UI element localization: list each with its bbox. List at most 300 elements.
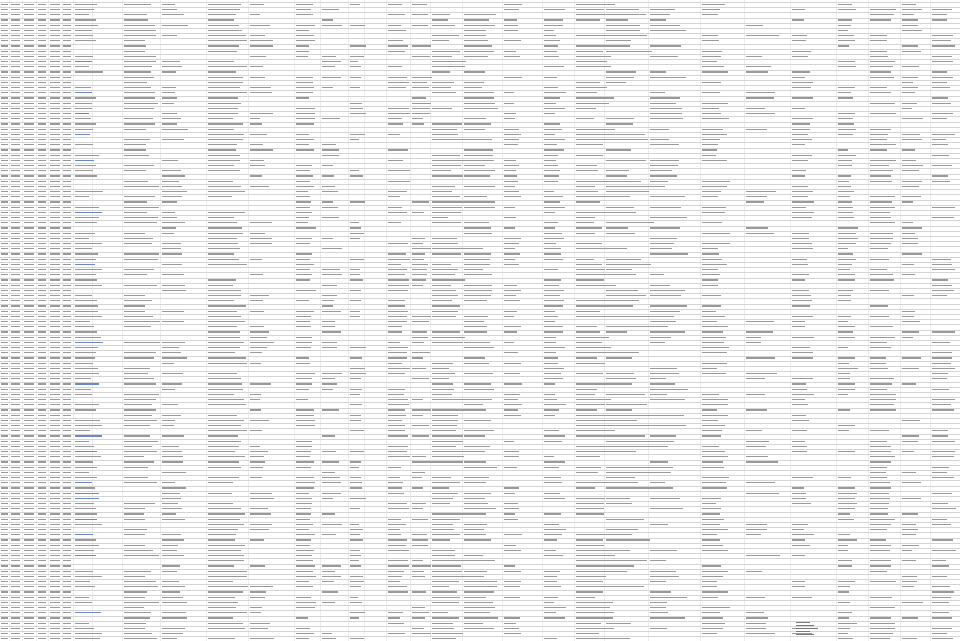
cell-content [464,123,491,124]
cell-content [576,560,608,561]
cell-content [932,493,952,494]
cell-content [162,175,185,176]
cell-content [702,285,718,286]
cell-content [11,404,20,405]
cell-content [792,196,808,197]
cell-content [1,607,8,608]
cell-content [208,451,235,452]
cell-content [322,591,338,592]
cell-content [75,373,99,374]
cell-content [838,134,853,135]
cell-content [432,451,465,452]
cell-content [792,493,806,494]
cell-content [464,248,483,249]
cell-content [838,212,853,213]
cell-content [932,633,947,634]
cell-content [208,4,241,5]
cell-content [432,435,463,436]
cell-content [792,134,808,135]
cell-content [11,571,20,572]
cell-content [162,201,177,202]
cell-content [792,581,805,582]
cell-content [63,103,71,104]
cell-content [208,430,247,431]
cell-content [11,467,20,468]
cell-content [464,321,484,322]
cell-content [11,373,20,374]
cell-content [50,425,60,426]
cell-content [432,420,458,421]
cell-content [576,628,614,629]
cell-content [504,565,515,566]
cell-content [432,383,453,384]
cell-content [388,550,409,551]
cell-content [504,25,518,26]
cell-content [544,534,562,535]
cell-content [838,290,853,291]
cell-content [702,628,723,629]
cell-content [208,565,234,566]
cell-content [702,508,721,509]
cell-content [11,227,20,228]
cell-content [63,186,71,187]
cell-content [932,550,956,551]
cell-content [388,581,400,582]
cell-content [1,482,8,483]
cell-content [1,602,8,603]
cell-content [870,441,887,442]
cell-content [650,45,681,46]
cell-content [388,40,403,41]
cell-content [388,373,405,374]
cell-content [208,435,238,436]
cell-content [792,259,807,260]
cell-content [504,383,522,384]
cell-content [544,45,558,46]
cell-content [250,134,267,135]
cell-content [50,259,60,260]
cell-content [544,144,557,145]
cell-content [932,508,956,509]
cell-content [1,285,8,286]
cell-content [388,435,408,436]
cell-content [322,118,340,119]
cell-content [124,467,148,468]
cell-content [746,56,762,57]
cell-content [11,555,20,556]
cell-content [544,181,558,182]
cell-content [504,170,516,171]
cell-content [75,519,97,520]
cell-content [38,30,46,31]
cell-content [504,633,521,634]
cell-content [124,285,157,286]
cell-content [504,118,515,119]
cell-content [296,87,314,88]
cell-content [250,451,268,452]
cell-content [388,170,410,171]
cell-content [296,446,312,447]
cell-content [11,113,20,114]
cell-content [124,269,154,270]
cell-content [296,534,315,535]
cell-content [432,560,466,561]
cell-content [38,342,46,343]
cell-content [650,394,667,395]
cell-content [50,565,60,566]
cell-content [388,545,406,546]
cell-content [746,129,767,130]
cell-content [322,300,334,301]
cell-content [250,591,266,592]
cell-content [1,311,8,312]
cell-content [208,25,239,26]
cell-content [870,461,891,462]
cell-content [606,482,638,483]
cell-content [350,347,366,348]
cell-content [124,56,156,57]
cell-content [50,342,60,343]
cell-content [63,238,71,239]
cell-content [464,300,487,301]
cell-content [250,638,274,639]
cell-content [870,498,890,499]
cell-content [870,212,890,213]
cell-content [870,363,886,364]
cell-content [702,191,721,192]
cell-content [932,617,952,618]
cell-content [606,519,644,520]
cell-content [606,30,640,31]
cell-content [432,165,461,166]
cell-content [838,451,855,452]
cell-content [606,35,647,36]
cell-content [432,129,457,130]
cell-content [24,550,34,551]
cell-content [296,389,309,390]
cell-content [544,113,555,114]
cell-content [606,181,641,182]
cell-content [208,35,246,36]
cell-content [746,108,765,109]
cell-content [208,467,241,468]
cell-content [902,51,921,52]
cell-content [932,134,955,135]
cell-content [702,352,727,353]
cell-content [650,321,676,322]
cell-content [702,14,718,15]
cell-content [50,383,60,384]
cell-content [932,378,947,379]
cell-content [1,14,8,15]
cell-content [162,602,187,603]
cell-content [63,415,71,416]
cell-content [838,129,856,130]
cell-content [50,430,60,431]
cell-content [50,269,60,270]
cell-content [1,238,8,239]
cell-content [50,139,60,140]
cell-content [1,71,8,72]
cell-content [746,378,765,379]
cell-content [650,175,677,176]
cell-content [544,441,562,442]
cell-content [208,519,240,520]
cell-content [24,430,34,431]
cell-content [296,149,314,150]
cell-content [932,435,948,436]
cell-content [504,217,516,218]
cell-content [38,404,46,405]
cell-content [932,285,952,286]
cell-content [1,415,8,416]
cell-content [124,181,148,182]
cell-content [75,513,97,514]
cell-content [50,71,60,72]
cell-content [902,482,921,483]
cell-content [124,576,145,577]
cell-content [412,633,431,634]
cell-content [796,622,810,623]
cell-content [250,394,261,395]
cell-content [650,248,672,249]
cell-content [702,259,722,260]
cell-content [350,139,359,140]
cell-content [350,565,361,566]
cell-content [24,186,34,187]
cell-content [650,238,677,239]
cell-content [162,435,184,436]
cell-content [792,316,813,317]
cell-content [746,373,777,374]
cell-content [792,212,814,213]
cell-content [38,539,46,540]
cell-content [296,9,311,10]
cell-content [1,134,8,135]
cell-content [350,61,358,62]
cell-content [702,71,728,72]
cell-content [250,456,264,457]
cell-content [350,378,361,379]
cell-content [124,638,157,639]
cell-content [350,56,364,57]
cell-content [504,545,516,546]
cell-content [838,196,850,197]
cell-content [63,441,71,442]
cell-content [322,378,335,379]
cell-content [464,461,486,462]
cell-content [75,498,99,499]
cell-content [38,186,46,187]
cell-content [38,285,46,286]
cell-content [50,461,60,462]
cell-content [24,4,34,5]
cell-content [124,352,156,353]
cell-content [124,77,154,78]
cell-content [250,175,262,176]
cell-content [388,4,402,5]
cell-content [322,373,342,374]
cell-content [124,513,144,514]
cell-content [504,363,521,364]
cell-content [38,144,46,145]
cell-content [702,545,723,546]
cell-content [124,295,145,296]
cell-content [432,550,455,551]
cell-content [650,524,668,525]
cell-content [504,571,521,572]
cell-content [250,113,273,114]
cell-content [11,409,20,410]
cell-content [75,446,94,447]
cell-content [296,451,311,452]
cell-content [464,259,490,260]
cell-content [24,363,34,364]
cell-content [50,513,60,514]
cell-content [388,181,410,182]
cell-content [504,103,514,104]
cell-content [50,87,60,88]
cell-content [650,118,683,119]
cell-content [124,435,150,436]
cell-content [702,155,716,156]
cell-content [870,467,887,468]
cell-content [75,175,97,176]
cell-content [432,602,459,603]
cell-content [296,597,311,598]
cell-content [606,586,644,587]
cell-content [1,165,8,166]
cell-content [792,248,813,249]
cell-content [350,576,363,577]
cell-content [63,243,71,244]
cell-content [388,196,400,197]
cell-content [838,4,852,5]
cell-content [250,160,264,161]
cell-content [63,316,71,317]
cell-content [650,597,687,598]
cell-content [250,118,260,119]
cell-content [75,638,100,639]
cell-content [702,467,724,468]
cell-content [322,565,341,566]
cell-content [576,409,597,410]
cell-content [1,217,8,218]
cell-content [464,129,485,130]
cell-content [208,243,238,244]
cell-content [322,274,342,275]
cell-content [38,175,46,176]
cell-content [75,409,96,410]
cell-content [50,560,60,561]
cell-content [932,472,947,473]
cell-content [1,342,8,343]
cell-content [208,597,235,598]
cell-content [650,311,680,312]
cell-content [38,259,46,260]
cell-content [838,550,848,551]
cell-content [838,487,855,488]
cell-content [412,560,423,561]
cell-content [1,295,8,296]
cell-content [75,482,92,483]
cell-content [870,66,893,67]
cell-content [296,56,308,57]
cell-content [702,477,729,478]
cell-content [650,97,680,98]
cell-content [63,352,71,353]
cell-content [702,181,730,182]
cell-content [208,602,238,603]
cell-content [870,389,887,390]
cell-content [702,415,728,416]
cell-content [322,295,337,296]
cell-content [208,534,236,535]
cell-content [50,591,60,592]
cell-content [388,357,407,358]
cell-content [464,207,495,208]
cell-content [124,326,151,327]
cell-content [250,4,264,5]
cell-content [544,129,562,130]
cell-content [208,290,241,291]
cell-content [124,597,145,598]
cell-content [838,9,856,10]
cell-content [38,165,46,166]
cell-content [544,461,565,462]
cell-content [11,519,20,520]
cell-content [838,181,849,182]
cell-content [11,212,20,213]
cell-content [464,409,486,410]
cell-content [650,305,687,306]
cell-content [63,4,71,5]
cell-content [11,30,20,31]
cell-content [464,285,492,286]
cell-content [75,71,103,72]
cell-content [350,290,361,291]
cell-content [208,441,241,442]
cell-content [162,191,187,192]
cell-content [412,25,428,26]
cell-content [24,394,34,395]
cell-content [902,357,921,358]
cell-content [792,207,806,208]
cell-content [208,77,243,78]
cell-content [50,186,60,187]
cell-content [24,264,34,265]
cell-content [63,513,71,514]
cell-content [504,134,521,135]
cell-content [38,597,46,598]
cell-content [24,347,34,348]
cell-content [350,420,361,421]
cell-content [63,482,71,483]
cell-content [702,342,724,343]
cell-content [388,467,401,468]
cell-content [432,186,455,187]
cell-content [124,97,155,98]
cell-content [322,201,333,202]
cell-content [650,342,665,343]
cell-content [576,61,607,62]
cell-content [1,571,8,572]
cell-content [50,233,60,234]
cell-content [50,201,60,202]
cell-content [124,394,159,395]
cell-content [870,638,890,639]
cell-content [796,625,814,626]
